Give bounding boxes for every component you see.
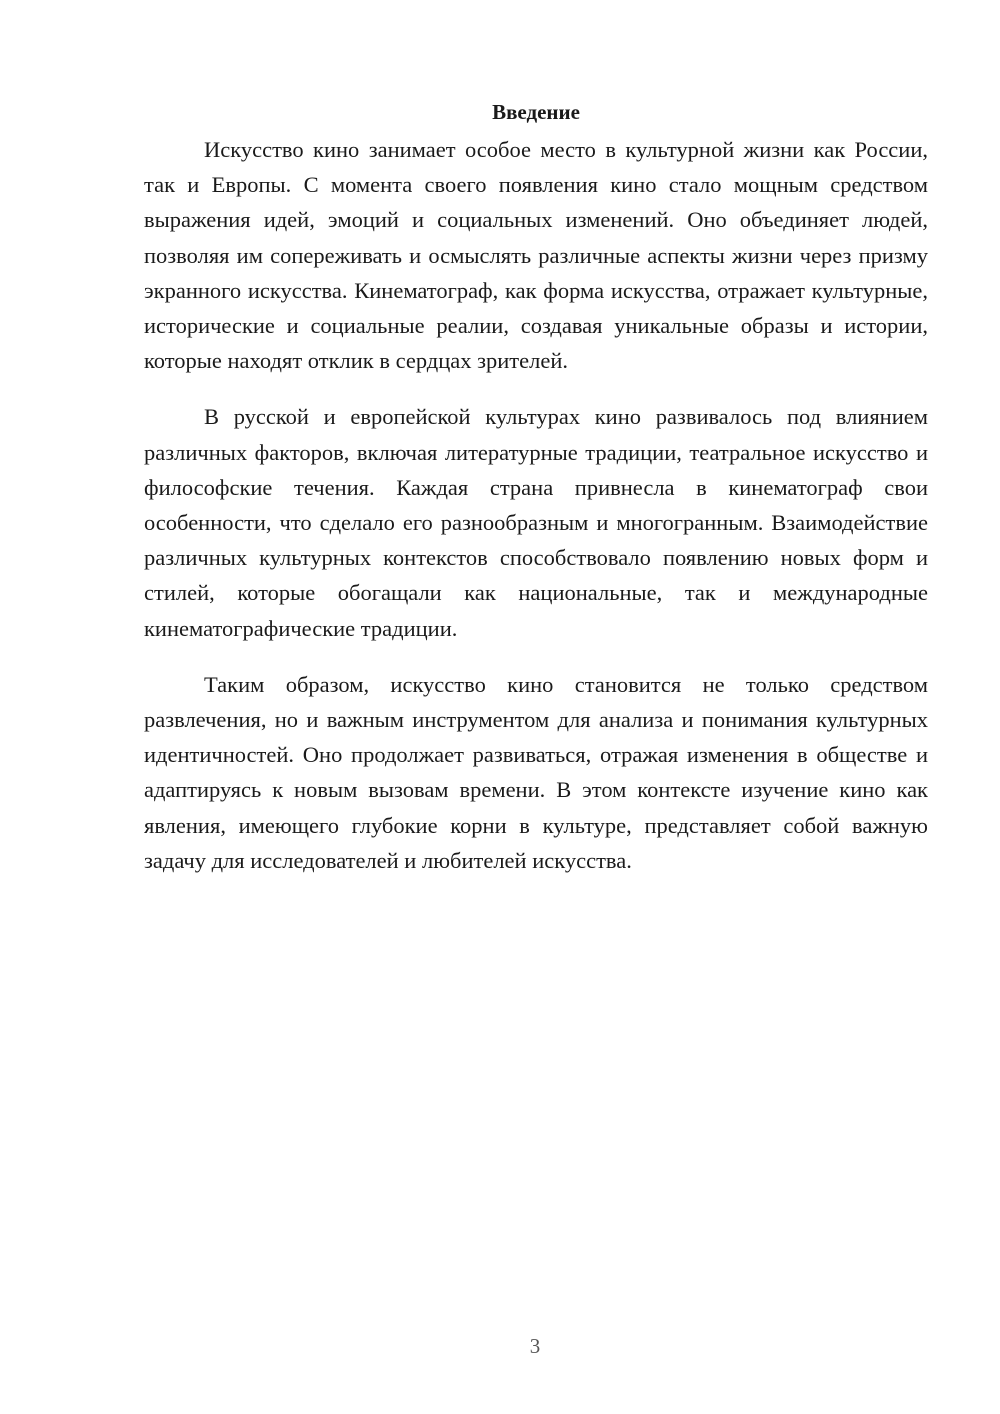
paragraph-2: В русской и европейской культурах кино развивалось под влиянием различных факторов, включая литературные традиции, театральное искусство и философские течения. Каждая страна привнесла в кинематограф свои особенности, что сделало его разнообразным и многогранным. Взаимодействие различных культурных контекстов способствовало появлению новых форм и стилей, которые обогащали как национальные, так и международные кинематографические традиции. — [144, 404, 928, 641]
page-content — [144, 96, 928, 899]
paragraph-3: Таким образом, искусство кино становится не только средством развлечения, но и важным инструментом для анализа и понимания культурных идентичностей. Оно продолжает развиваться, отражая изменения в обществе и адаптируясь к новым вызовам времени. В этом контексте изучение кино как явления, имеющего глубокие корни в культуре, представляет собой важную задачу для исследователей и любителей искусства. — [144, 671, 928, 873]
section-heading: Введение — [492, 100, 580, 124]
paragraph-1: Искусство кино занимает особое место в культурной жизни как России, так и Европы. С момента своего появления кино стало мощным средством выражения идей, эмоций и социальных изменений. Оно объединяет людей, позволяя им сопереживать и осмыслять различные аспекты жизни через призму экранного искусства. Кинематограф, как форма искусства, отражает культурные, исторические и социальные реалии, создавая уникальные образы и истории, которые находят отклик в сердцах зрителей. — [144, 137, 928, 374]
page-number: 3 — [529, 1334, 541, 1358]
